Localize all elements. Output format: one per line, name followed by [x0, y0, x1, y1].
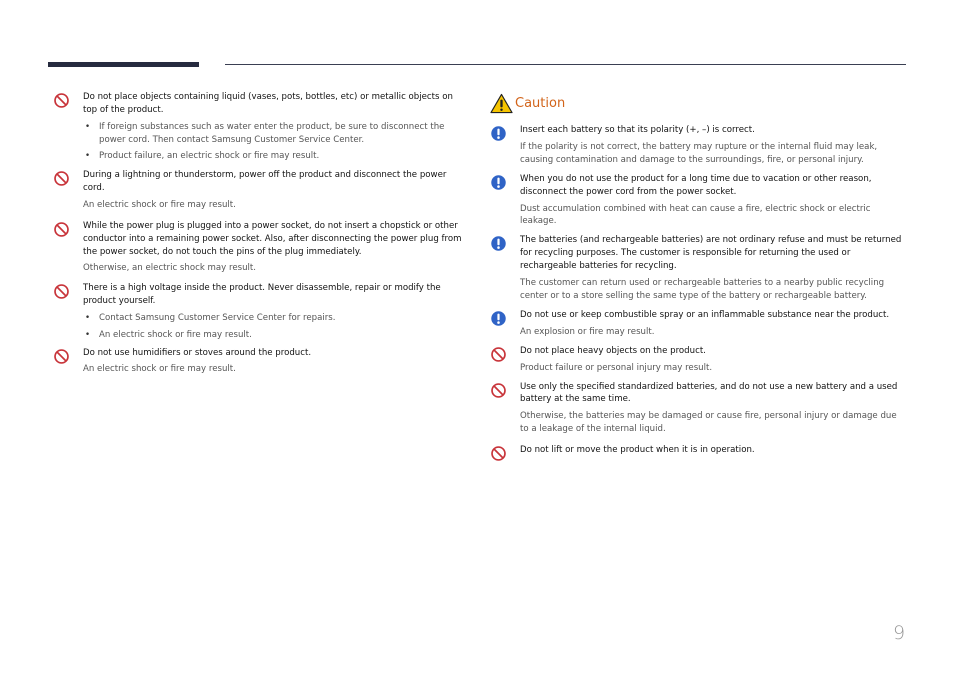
- warning-item: [53, 347, 463, 377]
- caution-item: [490, 345, 906, 375]
- warning-consequence: An electric shock or fire may result.: [83, 364, 236, 375]
- caution-heading: [490, 91, 906, 115]
- mandatory-icon: [490, 125, 507, 142]
- warning-text: During a lightning or thunderstorm, power off the product and disconnect the power cord.: [83, 170, 447, 193]
- caution-consequence: The customer can return used or rechargeable batteries to a nearby public recycling center or to a store selling the same type of the battery or rechargeable battery.: [520, 278, 885, 301]
- header-rule: [225, 64, 906, 65]
- caution-item: [490, 234, 906, 303]
- caution-consequence: Dust accumulation combined with heat can cause a fire, electric shock or electric leakage.: [520, 203, 871, 227]
- caution-item: [490, 124, 906, 167]
- caution-item: [490, 309, 906, 339]
- caution-text: The batteries (and rechargeable batteries) are not ordinary refuse and must be returned for recycling purposes. The customer is responsible for returning the used or rechargeable batteries for recycling.: [520, 235, 902, 272]
- warning-item: [53, 282, 463, 341]
- warning-consequence: Otherwise, an electric shock may result.: [83, 263, 257, 274]
- caution-title: Caution: [515, 95, 566, 111]
- mandatory-icon: [490, 174, 507, 191]
- caution-text: When you do not use the product for a long time due to vacation or other reason, disconnect the power cord from the power socket.: [520, 173, 872, 197]
- prohibited-icon: [53, 170, 70, 187]
- warning-triangle-icon: [490, 93, 513, 114]
- bullet-list: [83, 121, 463, 163]
- bullet-item: • An electric shock or fire may result.: [99, 329, 463, 342]
- warning-item: [53, 220, 463, 276]
- caution-consequence: If the polarity is not correct, the battery may rupture or the internal fluid may leak, causing contamination and damage to the surroundings, fire, or personal injury.: [520, 141, 878, 165]
- warning-text: While the power plug is plugged into a power socket, do not insert a chopstick or other conductor into a remaining power socket. Also, after disconnecting the power plug from the power socket, do not touch the pins of the plug immediately.: [83, 220, 462, 257]
- prohibited-icon: [53, 283, 70, 300]
- prohibited-icon: [490, 382, 507, 399]
- caution-consequence: Product failure or personal injury may result.: [520, 362, 713, 373]
- caution-text: Do not lift or move the product when it is in operation.: [520, 445, 755, 456]
- caution-item: [490, 381, 906, 437]
- prohibited-icon: [53, 221, 70, 238]
- page-number: 9: [893, 622, 906, 644]
- warning-text: Do not place objects containing liquid (vases, pots, bottles, etc) or metallic objects on top of the product.: [83, 92, 453, 115]
- bullet-list: [83, 312, 463, 341]
- prohibited-icon: [53, 348, 70, 365]
- caution-text: Do not place heavy objects on the product.: [520, 345, 706, 356]
- warning-item: [53, 91, 463, 163]
- caution-consequence: Otherwise, the batteries may be damaged or cause fire, personal injury or damage due to a leakage of the internal liquid.: [520, 411, 897, 435]
- bullet-item: • If foreign substances such as water enter the product, be sure to disconnect the power cord. Then contact Samsung Customer Service Center.: [99, 121, 463, 147]
- warning-text: Do not use humidifiers or stoves around the product.: [83, 347, 312, 358]
- caution-consequence: An explosion or fire may result.: [520, 326, 655, 337]
- caution-item: [490, 173, 906, 229]
- warning-consequence: An electric shock or fire may result.: [83, 199, 236, 210]
- bullet-item: • Product failure, an electric shock or fire may result.: [99, 150, 463, 163]
- prohibited-icon: [53, 92, 70, 109]
- right-column: [490, 91, 906, 457]
- mandatory-icon: [490, 235, 507, 252]
- mandatory-icon: [490, 310, 507, 327]
- header-bar-thick: [48, 62, 199, 67]
- prohibited-icon: [490, 445, 507, 462]
- caution-text: Insert each battery so that its polarity (+, –) is correct.: [520, 125, 755, 135]
- left-column: [53, 91, 463, 376]
- caution-text: Do not use or keep combustible spray or an inflammable substance near the product.: [520, 309, 890, 320]
- prohibited-icon: [490, 346, 507, 363]
- warning-item: [53, 169, 463, 212]
- warning-text: There is a high voltage inside the product. Never disassemble, repair or modify the product yourself.: [83, 283, 441, 307]
- caution-item: [490, 444, 906, 457]
- bullet-item: • Contact Samsung Customer Service Center for repairs.: [99, 312, 463, 325]
- caution-text: Use only the specified standardized batteries, and do not use a new battery and a used battery at the same time.: [520, 381, 898, 405]
